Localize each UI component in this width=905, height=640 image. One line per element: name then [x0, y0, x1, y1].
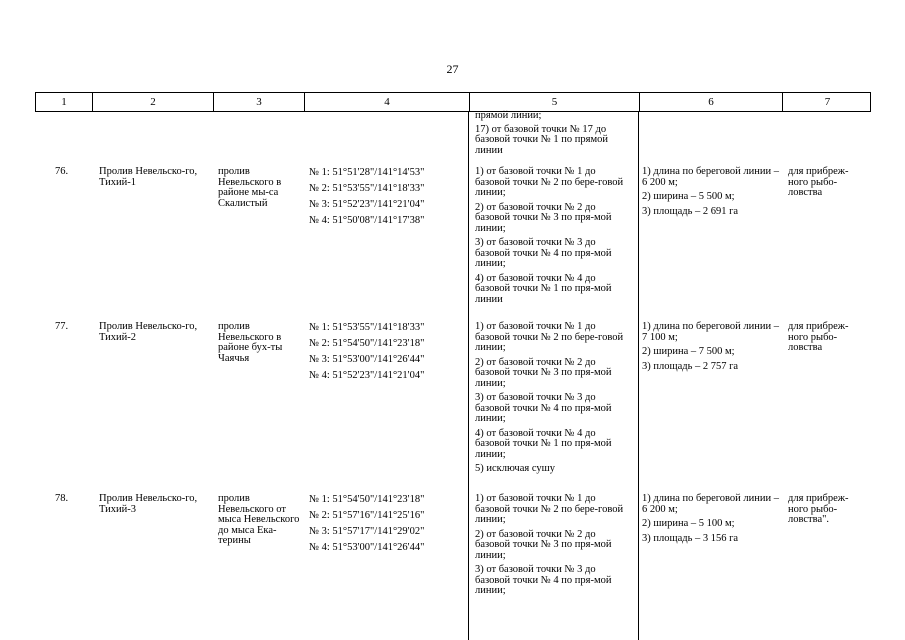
- coordinates-cell: [309, 168, 467, 232]
- coordinates-cell: [309, 323, 467, 387]
- coordinate: № 4: 51°52'23"/141°21'04": [309, 370, 425, 381]
- coordinate: № 4: 51°53'00"/141°26'44": [309, 542, 425, 553]
- parameter: 3) площадь – 2 691 га: [642, 205, 739, 217]
- boundary-segment: 1) от базовой точки № 1 до базовой точки № 2 по бере-говой линии;: [475, 321, 624, 353]
- parameter: 3) площадь – 3 156 га: [642, 532, 739, 544]
- row-number: 77.: [55, 321, 69, 332]
- area-purpose: для прибреж-ного рыбо-ловства: [788, 166, 849, 198]
- boundary-description: [475, 494, 633, 601]
- page-number: 27: [446, 62, 459, 76]
- boundary-segment: 3) от базовой точки № 3 до базовой точки № 4 по пря-мой линии;: [475, 392, 612, 424]
- boundary-description: [475, 322, 633, 479]
- continuation-cell: [475, 111, 633, 156]
- area-location: пролив Невельского от мыса Невельского до мыса Ека-терины: [218, 493, 300, 546]
- table-header: [35, 92, 871, 112]
- parameter: 2) ширина – 7 500 м;: [642, 346, 735, 357]
- boundary-segment: 1) от базовой точки № 1 до базовой точки № 2 по бере-говой линии;: [475, 166, 624, 198]
- parameter: 2) ширина – 5 500 м;: [642, 191, 735, 202]
- parameter: 3) площадь – 2 757 га: [642, 360, 739, 372]
- boundary-segment: 2) от базовой точки № 2 до базовой точки № 3 по пря-мой линии;: [475, 356, 612, 389]
- parameter: 2) ширина – 5 100 м;: [642, 518, 735, 529]
- column-header-7: 7: [782, 93, 872, 111]
- coordinate: № 3: 51°57'17"/141°29'02": [309, 526, 425, 537]
- coordinate: № 1: 51°51'28"/141°14'53": [309, 167, 425, 178]
- coordinate: № 2: 51°53'55"/141°18'33": [309, 183, 425, 194]
- coordinates-cell: [309, 495, 467, 559]
- column-header-6: 6: [639, 93, 782, 111]
- parameter: 1) длина по береговой линии – 6 200 м;: [642, 493, 780, 515]
- area-parameters: [642, 167, 780, 221]
- boundary-segment: 4) от базовой точки № 4 до базовой точки № 1 по пря-мой линии;: [475, 427, 612, 460]
- area-purpose: для прибреж-ного рыбо-ловства".: [788, 493, 849, 525]
- boundary-segment: 2) от базовой точки № 2 до базовой точки № 3 по пря-мой линии;: [475, 201, 612, 234]
- area-parameters: [642, 494, 780, 548]
- coordinate: № 3: 51°52'23"/141°21'04": [309, 199, 425, 210]
- boundary-description: [475, 167, 633, 309]
- boundary-segment: 5) исключая сушу: [475, 463, 555, 474]
- boundary-segment: 2) от базовой точки № 2 до базовой точки № 3 по пря-мой линии;: [475, 528, 612, 561]
- row-number: 78.: [55, 493, 69, 504]
- area-purpose: для прибреж-ного рыбо-ловства: [788, 321, 849, 353]
- column-header-1: 1: [61, 96, 67, 108]
- parameter: 1) длина по береговой линии – 7 100 м;: [642, 321, 780, 343]
- column-divider: [468, 112, 469, 640]
- continuation-line: 17) от базовой точки № 17 до базовой точки № 1 по прямой линии: [475, 123, 608, 156]
- area-location: пролив Невельского в районе мы-са Скалистый: [218, 166, 282, 209]
- parameter: 1) длина по береговой линии – 6 200 м;: [642, 166, 780, 188]
- column-header-4: 4: [304, 93, 469, 111]
- column-header-2: 2: [92, 93, 213, 111]
- coordinate: № 1: 51°54'50"/141°23'18": [309, 494, 425, 505]
- coordinate: № 4: 51°50'08"/141°17'38": [309, 215, 425, 226]
- area-location: пролив Невельского в районе бух-ты Чаячья: [218, 321, 283, 364]
- column-header-3: 3: [213, 93, 304, 111]
- continuation-line: прямой линии;: [475, 110, 542, 121]
- column-header-5: 5: [469, 93, 639, 111]
- column-divider: [638, 112, 639, 640]
- area-name: Пролив Невельско-го, Тихий-1: [99, 166, 198, 188]
- coordinate: № 1: 51°53'55"/141°18'33": [309, 322, 425, 333]
- boundary-segment: 4) от базовой точки № 4 до базовой точки № 1 по пря-мой линии: [475, 272, 612, 305]
- coordinate: № 2: 51°57'16"/141°25'16": [309, 510, 425, 521]
- boundary-segment: 1) от базовой точки № 1 до базовой точки № 2 по бере-говой линии;: [475, 493, 624, 525]
- boundary-segment: 3) от базовой точки № 3 до базовой точки № 4 по пря-мой линии;: [475, 564, 612, 596]
- area-name: Пролив Невельско-го, Тихий-2: [99, 321, 198, 343]
- coordinate: № 2: 51°54'50"/141°23'18": [309, 338, 425, 349]
- boundary-segment: 3) от базовой точки № 3 до базовой точки № 4 по пря-мой линии;: [475, 237, 612, 269]
- area-name: Пролив Невельско-го, Тихий-3: [99, 493, 198, 515]
- area-parameters: [642, 322, 780, 376]
- coordinate: № 3: 51°53'00"/141°26'44": [309, 354, 425, 365]
- row-number: 76.: [55, 166, 69, 177]
